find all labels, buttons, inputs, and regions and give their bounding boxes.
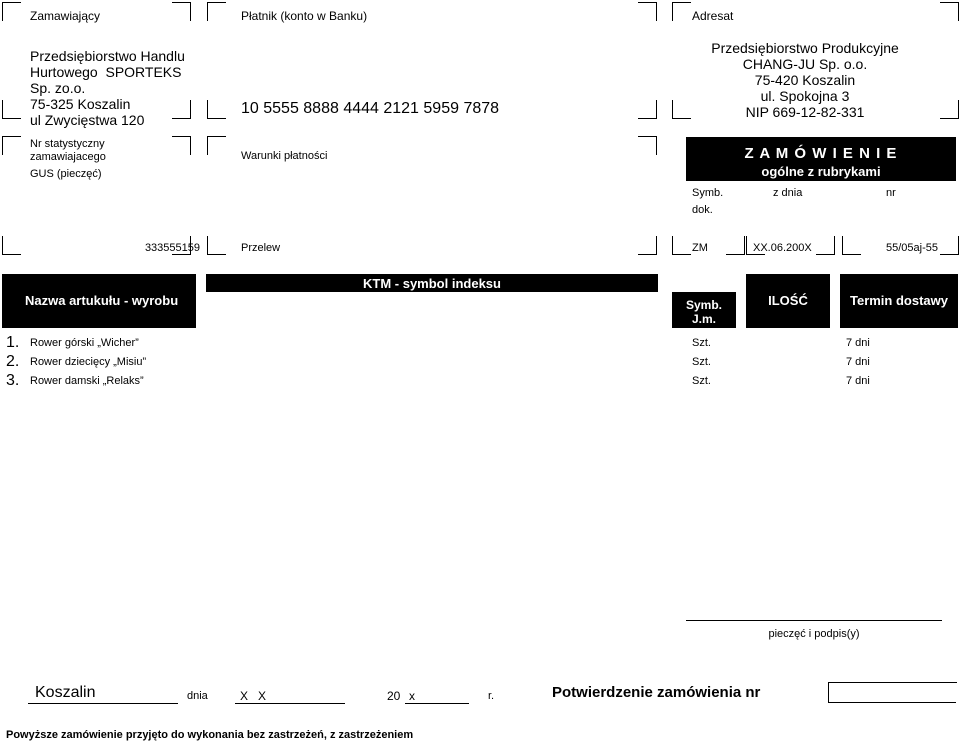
order-subtitle: ogólne z rubrykami (761, 164, 881, 179)
bracket (2, 100, 21, 119)
col-header-delivery-label: Termin dostawy (849, 293, 948, 308)
ordering-party-label: Zamawiający (30, 9, 101, 23)
row-delivery: 7 dni (846, 337, 870, 349)
date-month: X (258, 689, 267, 703)
row-number: 3. (6, 372, 20, 389)
address-line: CHANG-JU Sp. o.o. (742, 56, 868, 72)
label-line: Nr statystyczny (30, 138, 105, 150)
row-unit: Szt. (692, 356, 711, 368)
col-header-qty (746, 274, 830, 328)
address-line: ul. Spokojna 3 (760, 88, 850, 104)
col-header-unit (672, 292, 736, 328)
bracket (940, 100, 959, 119)
bracket (207, 136, 226, 155)
bracket (638, 100, 657, 119)
bracket (638, 2, 657, 21)
col-header-name-label: Nazwa artukułu - wyrobu (25, 293, 179, 308)
r-label: r. (488, 690, 495, 702)
label-line: zamawiajacego (30, 151, 106, 163)
row-number: 2. (6, 353, 20, 370)
row-unit: Szt. (692, 375, 711, 387)
year-suffix: x (409, 689, 415, 703)
symb-value: ZM (692, 242, 708, 254)
address-line: Hurtowego SPORTEKS (30, 64, 182, 80)
address-line: 75-420 Koszalin (754, 72, 856, 88)
row-unit: Szt. (692, 337, 711, 349)
date-underline (235, 703, 345, 704)
col-header-unit-label: J.m. (691, 312, 716, 326)
gus-label: GUS (pieczęć) (30, 168, 102, 180)
address-line: Sp. zo.o. (30, 80, 86, 96)
signature-line (686, 620, 942, 621)
confirmation-city: Koszalin (35, 684, 96, 701)
addressee-label: Adresat (692, 9, 734, 23)
bracket (672, 236, 691, 255)
bracket (207, 100, 226, 119)
nr-value: 55/05aj-55 (886, 242, 938, 254)
row-name: Rower damski „Relaks” (30, 375, 144, 387)
payer-account: 10 5555 8888 4444 2121 5959 7878 (241, 100, 500, 117)
row-name: Rower dziecięcy „Misiu” (30, 356, 147, 368)
bracket (207, 236, 226, 255)
bracket (816, 236, 835, 255)
address-line: Przedsiębiorstwo Handlu (30, 48, 185, 64)
bracket (940, 2, 959, 21)
address-line: 75-325 Koszalin (30, 96, 131, 112)
bracket (172, 136, 191, 155)
bracket (638, 236, 657, 255)
col-header-delivery (840, 274, 958, 328)
bracket (2, 236, 21, 255)
order-title-box (686, 137, 956, 181)
date-day: X (240, 689, 249, 703)
date-label: z dnia (773, 187, 803, 199)
dnia-label: dnia (187, 690, 208, 702)
payment-terms-value: Przelew (241, 242, 281, 254)
year-underline (405, 703, 469, 704)
order-title: Z A M Ó W I E N I E (744, 145, 898, 162)
addressee-address (680, 40, 930, 120)
date-value: XX.06.200X (753, 242, 812, 254)
year-prefix: 20 (387, 689, 401, 703)
row-delivery: 7 dni (846, 356, 870, 368)
footer-note: Powyższe zamówienie przyjęto do wykonania bez zastrzeżeń, z zastrzeżeniem (6, 729, 414, 741)
col-header-ktm-label: KTM - symbol indeksu (363, 276, 501, 291)
bracket (940, 236, 959, 255)
address-line: Przedsiębiorstwo Produkcyjne (711, 40, 899, 56)
bracket (207, 2, 226, 21)
confirmation-number-box[interactable] (828, 682, 957, 703)
row-number: 1. (6, 334, 20, 351)
col-header-ktm (206, 274, 658, 292)
payer-label: Płatnik (konto w Banku) (241, 9, 368, 23)
bracket (726, 236, 745, 255)
dok-label: dok. (692, 204, 713, 216)
confirmation-number-underline (828, 702, 956, 703)
signature-label: pieczęć i podpis(y) (768, 628, 860, 640)
row-delivery: 7 dni (846, 375, 870, 387)
city-underline (28, 703, 178, 704)
bracket (672, 2, 691, 21)
address-line: NIP 669-12-82-331 (745, 104, 865, 120)
col-header-unit-label: Symb. (685, 298, 722, 312)
stat-number-value: 333555159 (144, 242, 200, 254)
bracket (172, 2, 191, 21)
col-header-qty-label: ILOŚĆ (768, 293, 808, 308)
ordering-party-address (30, 48, 185, 128)
stat-number-label (30, 138, 106, 164)
address-line: ul Zwycięstwa 120 (30, 112, 145, 128)
confirmation-title: Potwierdzenie zamówienia nr (552, 684, 761, 701)
payment-terms-label: Warunki płatności (241, 150, 328, 162)
col-header-name (2, 274, 196, 328)
bracket (2, 2, 21, 21)
bracket (638, 136, 657, 155)
row-name: Rower górski „Wicher” (30, 337, 139, 349)
bracket (2, 136, 21, 155)
nr-label: nr (886, 187, 896, 199)
symb-label: Symb. (692, 187, 724, 199)
